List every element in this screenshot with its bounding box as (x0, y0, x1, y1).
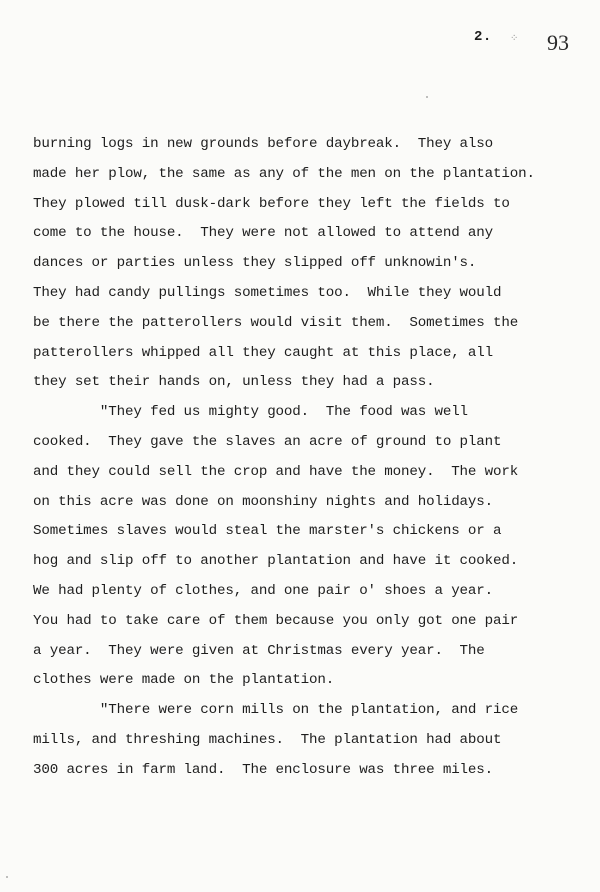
text-line: They had candy pullings sometimes too. While they would (33, 284, 502, 301)
text-line: dances or parties unless they slipped off unknowin's. (33, 255, 477, 272)
stray-ink-mark: ⁘ (510, 34, 519, 45)
text-line: burning logs in new grounds before daybreak. They also (33, 136, 494, 152)
text-line: made her plow, the same as any of the men on the plantation. (33, 165, 535, 182)
body-text (33, 130, 573, 786)
section-number: 2. (474, 29, 492, 45)
stray-dot (426, 96, 428, 98)
page-number: 93 (547, 30, 569, 55)
text-line: patterollers whipped all they caught at this place, all (33, 344, 494, 361)
text-line: clothes were made on the plantation. (33, 672, 335, 689)
text-line: they set their hands on, unless they had a pass. (33, 374, 435, 391)
text-line: We had plenty of clothes, and one pair o' shoes a year. (33, 582, 494, 599)
text-line: be there the patterollers would visit them. Sometimes the (33, 314, 519, 331)
text-line: 300 acres in farm land. The enclosure was three miles. (33, 761, 494, 778)
text-line: come to the house. They were not allowed to attend any (33, 225, 494, 242)
text-line: Sometimes slaves would steal the marster's chickens or a (33, 523, 502, 540)
text-line: hog and slip off to another plantation and have it cooked. (33, 553, 519, 570)
stray-dot (6, 876, 8, 878)
text-line: and they could sell the crop and have the money. The work (33, 463, 519, 480)
text-line: "There were corn mills on the plantation, and rice (33, 702, 519, 719)
text-line: cooked. They gave the slaves an acre of ground to plant (33, 433, 502, 450)
text-line: "They fed us mighty good. The food was well (33, 404, 468, 421)
text-line: a year. They were given at Christmas every year. The (33, 642, 485, 659)
text-line: They plowed till dusk-dark before they left the fields to (33, 195, 510, 212)
text-line: on this acre was done on moonshiny nights and holidays. (33, 493, 494, 510)
text-line: You had to take care of them because you only got one pair (33, 612, 519, 629)
text-line: mills, and threshing machines. The plantation had about (33, 731, 502, 748)
